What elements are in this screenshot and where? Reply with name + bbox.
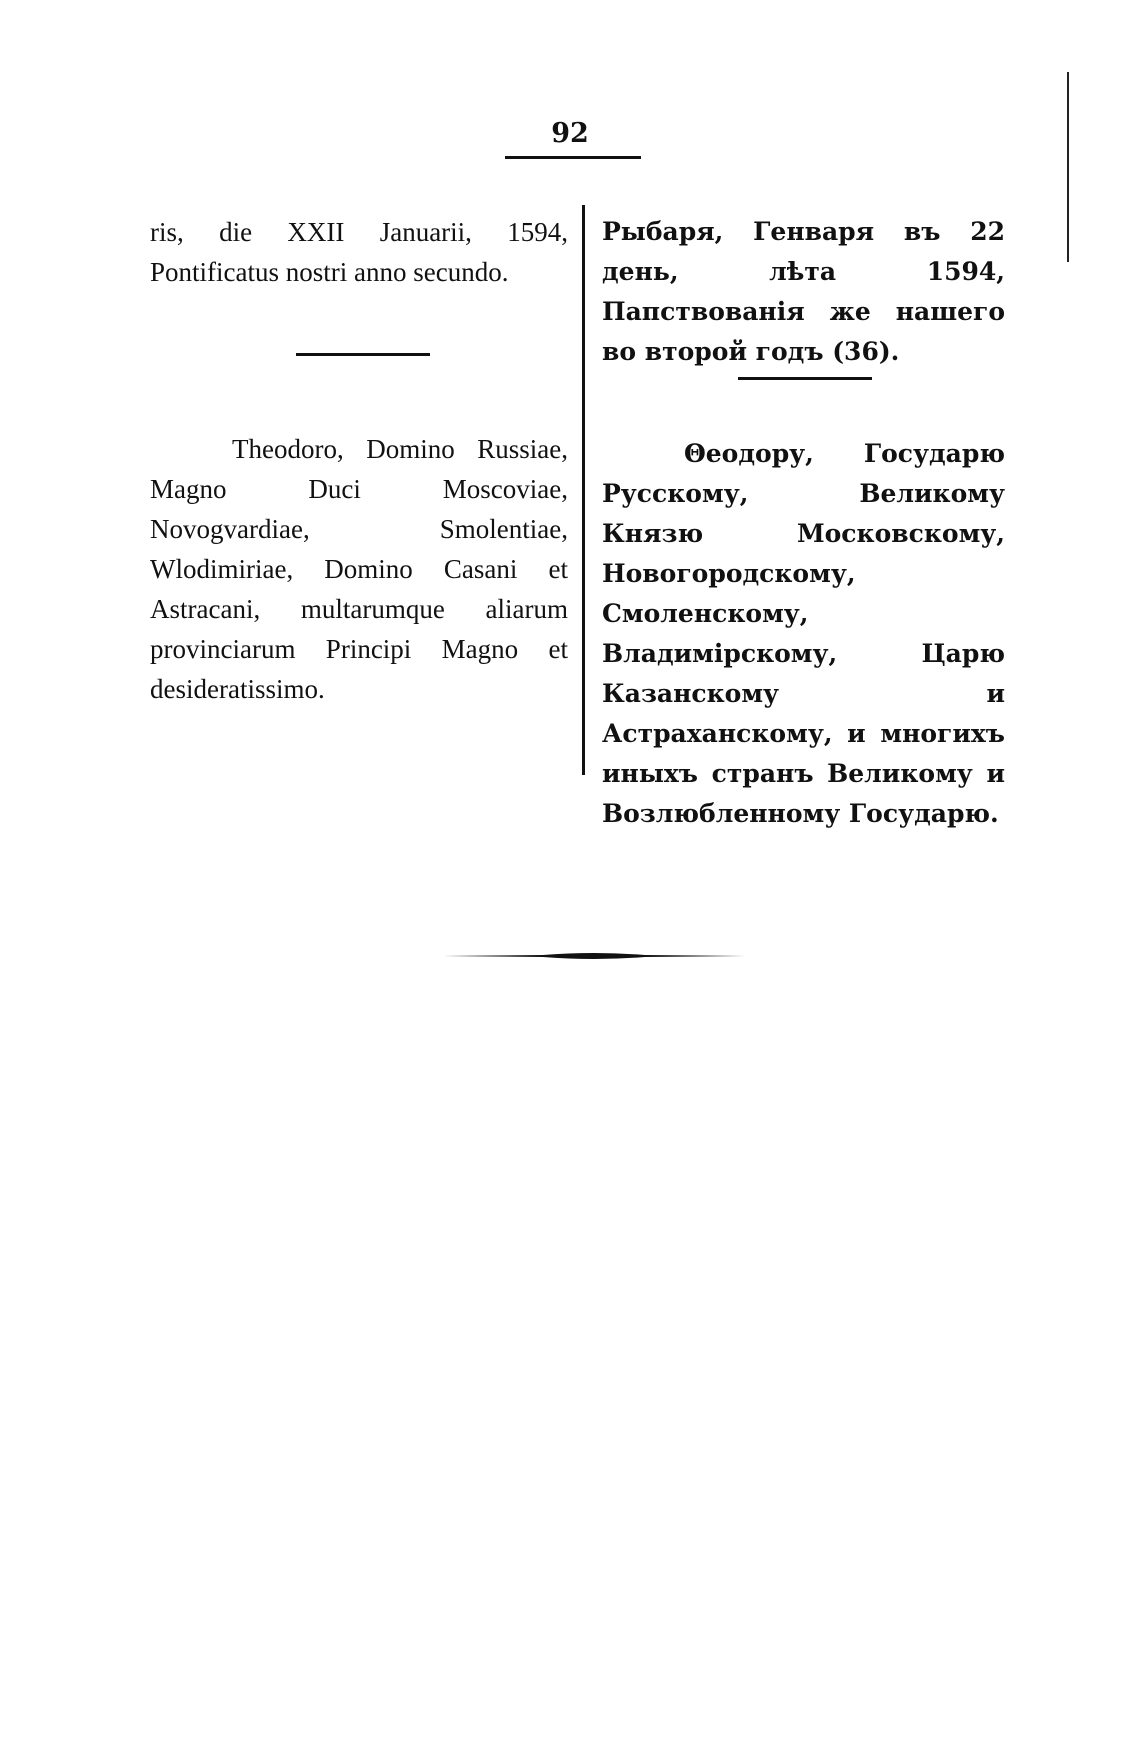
scan-edge-mark bbox=[1067, 72, 1069, 262]
column-divider bbox=[582, 205, 585, 775]
page-number: 92 bbox=[551, 118, 589, 149]
latin-closing-text: ris, die XXII Januarii, 1594, Pontificatus nostri anno secundo. bbox=[150, 217, 568, 287]
latin-column bbox=[150, 0, 568, 800]
russian-section-rule bbox=[738, 377, 872, 380]
latin-section-rule bbox=[296, 353, 430, 356]
latin-address-text: Theodoro, Domino Russiae, Magno Duci Moscoviae, Novogvardiae, Smolentiae, Wlodimiriae, Domino Casani et Astracani, multarumque aliarum provinciarum Principi Magno et desideratissimo. bbox=[150, 434, 568, 704]
russian-address-text: Θеодору, Государю Русскому, Великому Князю Московскому, Новогородскому, Смоленскому, Владимірскому, Царю Казанскому и Астраханскому, и многихъ иныхъ странъ Великому и Возлюбленному Государю. bbox=[602, 439, 1005, 828]
russian-column bbox=[602, 0, 1005, 828]
russian-closing-text: Рыбаря, Генваря въ 22 день, лѣта 1594, Папствованія же нашего во второй годъ (36). bbox=[602, 217, 1005, 366]
end-ornament-rule bbox=[443, 951, 745, 961]
